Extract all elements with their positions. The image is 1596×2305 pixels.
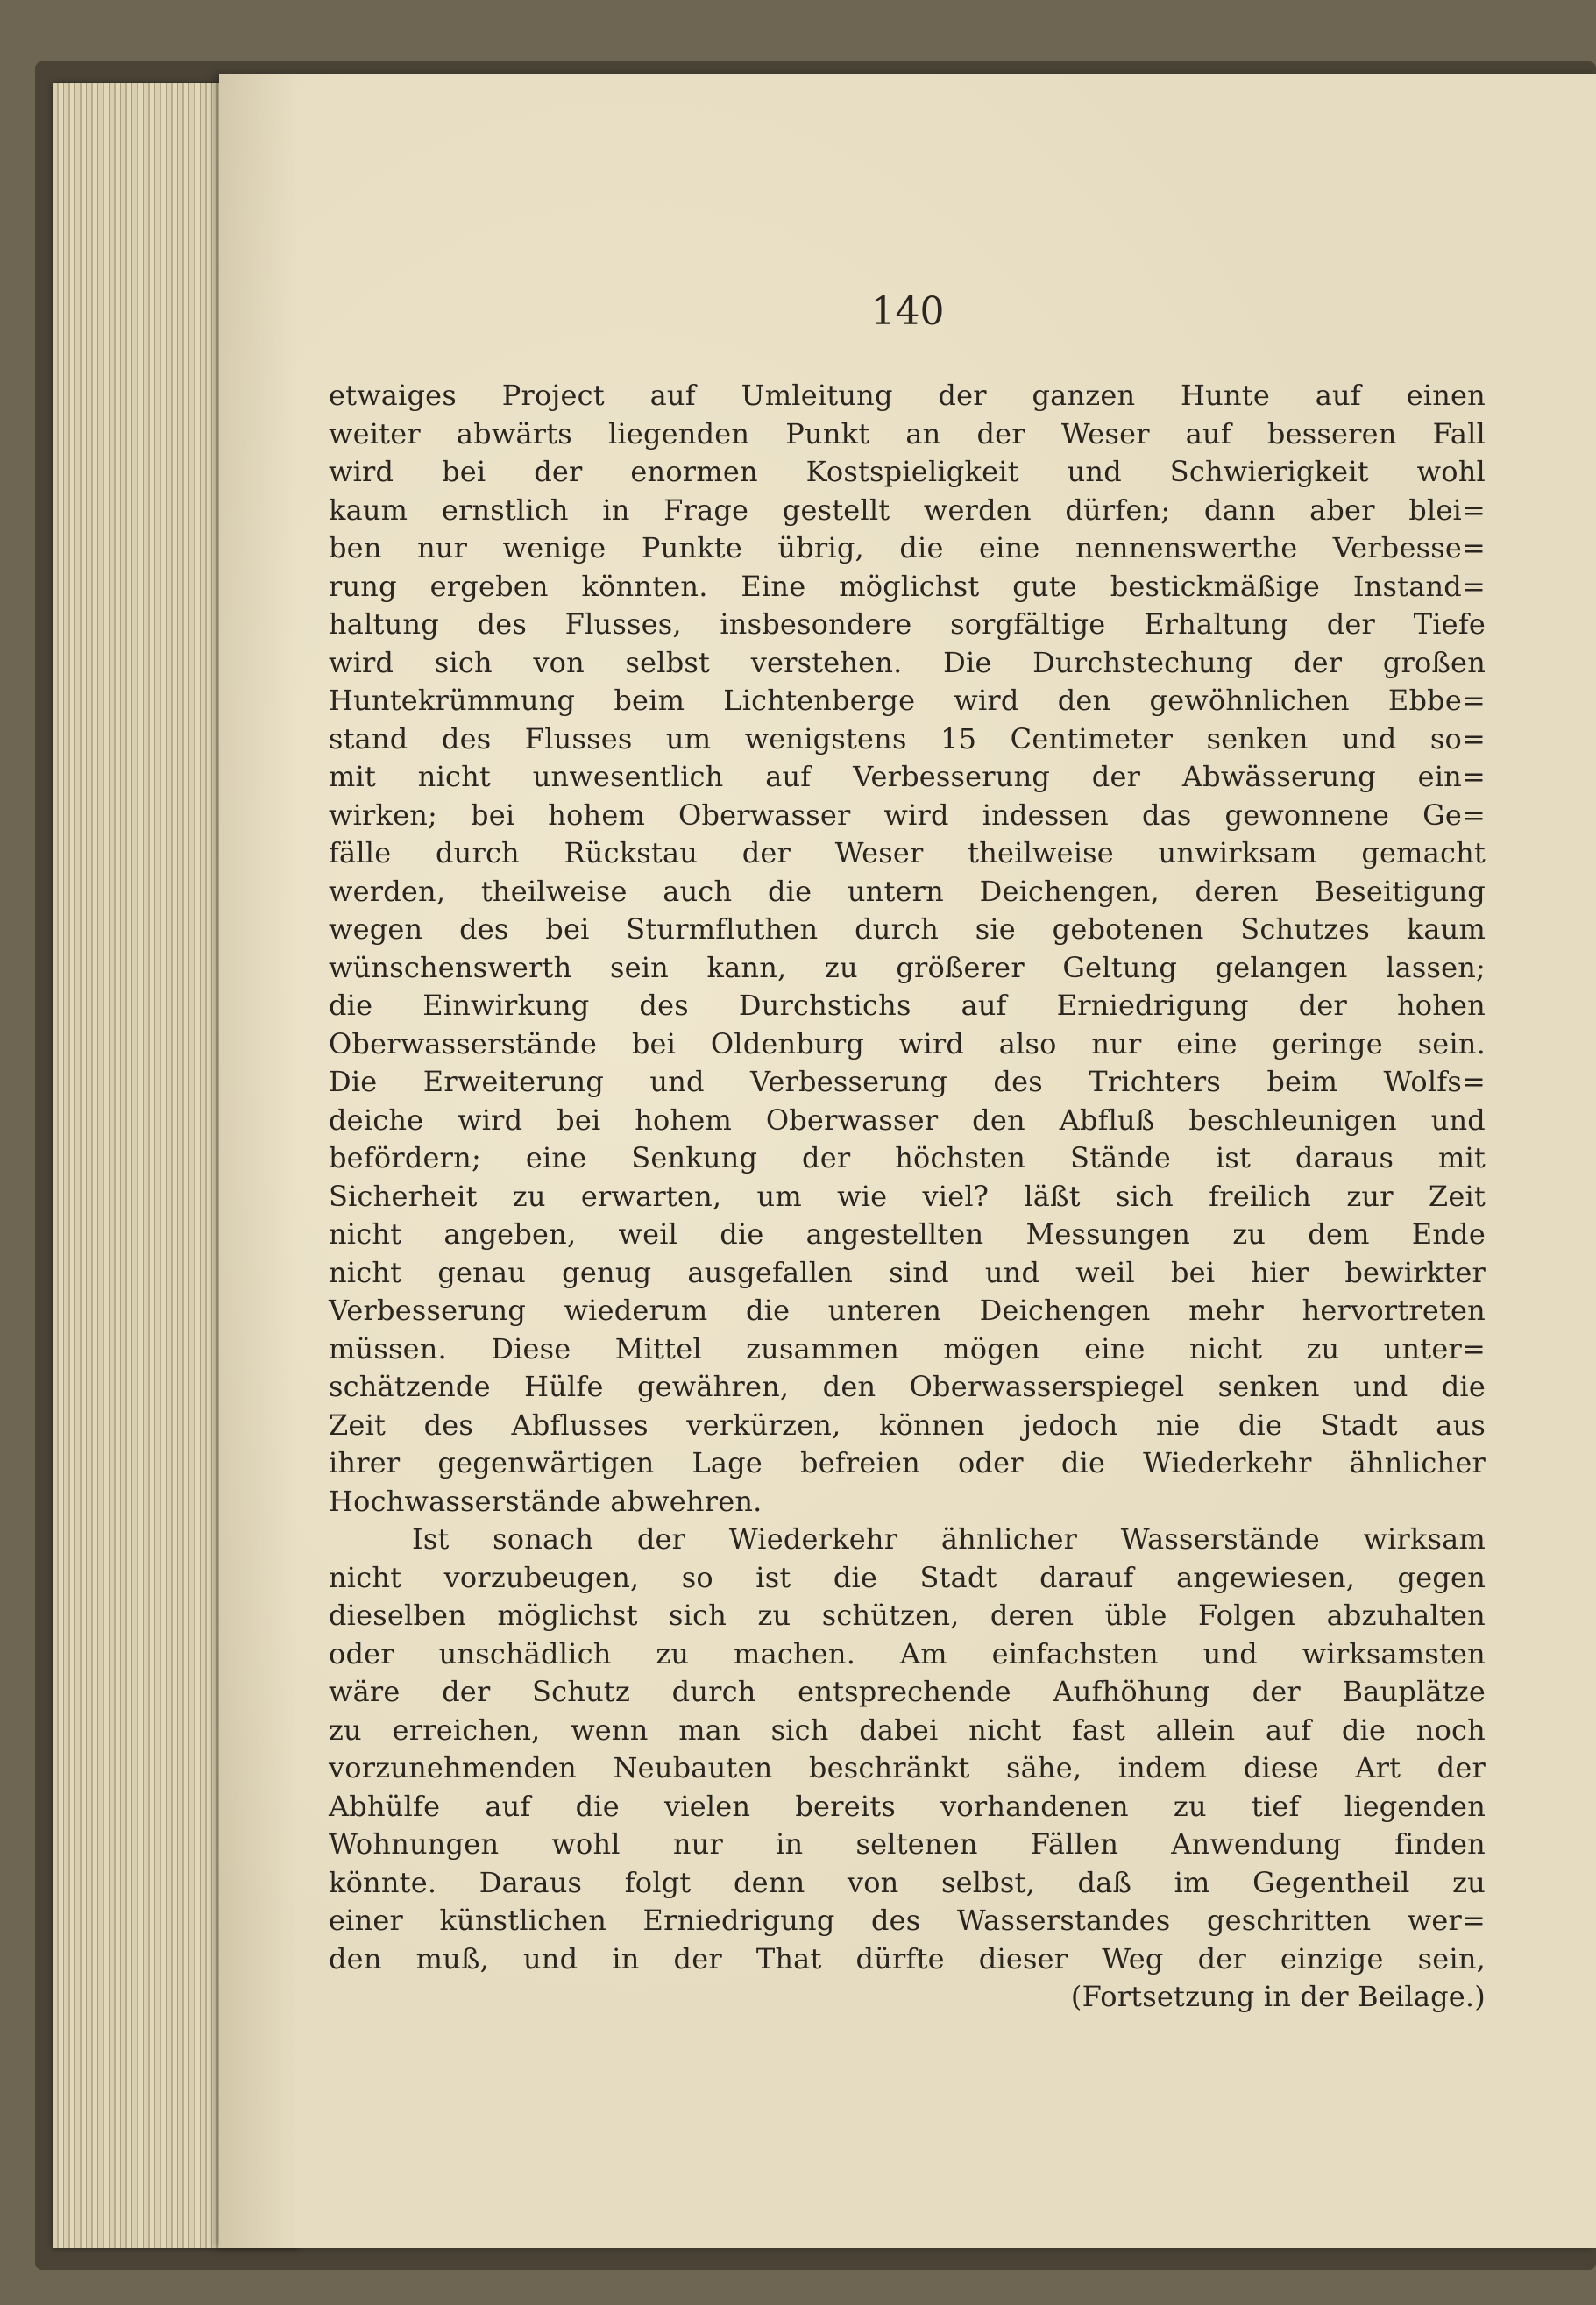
body-text (329, 377, 1486, 2017)
text-line: ben nur wenige Punkte übrig, die eine nennenswerthe Verbesse= (329, 531, 1486, 564)
text-line: dieselben möglichst sich zu schützen, deren üble Folgen abzuhalten (329, 1599, 1486, 1632)
text-line: Zeit des Abflusses verkürzen, können jedoch nie die Stadt aus (329, 1408, 1486, 1442)
text-line: stand des Flusses um wenigstens 15 Centimeter senken und so= (329, 721, 1486, 755)
text-line: wegen des bei Sturmfluthen durch sie gebotenen Schutzes kaum (329, 912, 1486, 946)
text-line: Abhülfe auf die vielen bereits vorhandenen zu tief liegenden (329, 1789, 1486, 1823)
continuation-note: (Fortsetzung in der Beilage.) (1070, 1980, 1486, 2013)
text-line: kaum ernstlich in Frage gestellt werden dürfen; dann aber blei= (329, 493, 1486, 527)
text-line: Sicherheit zu erwarten, um wie viel? läßt sich freilich zur Zeit (329, 1179, 1486, 1213)
text-line: müssen. Diese Mittel zusammen mögen eine nicht zu unter= (329, 1331, 1486, 1365)
text-line: schätzende Hülfe gewähren, den Oberwasserspiegel senken und die (329, 1370, 1486, 1403)
page-number: 140 (870, 289, 945, 334)
text-line: wünschenswerth sein kann, zu größerer Geltung gelangen lassen; (329, 950, 1486, 984)
text-line: werden, theilweise auch die untern Deichengen, deren Beseitigung (329, 874, 1486, 908)
text-line: Hochwasserstände abwehren. (329, 1484, 763, 1518)
text-line: den muß, und in der That dürfte dieser Weg der einzige sein, (329, 1941, 1486, 1975)
text-line: Verbesserung wiederum die unteren Deichengen mehr hervortreten (329, 1294, 1486, 1327)
text-line: haltung des Flusses, insbesondere sorgfältige Erhaltung der Tiefe (329, 607, 1486, 641)
text-line: befördern; eine Senkung der höchsten Stände ist daraus mit (329, 1141, 1486, 1174)
text-line: rung ergeben könnten. Eine möglichst gute bestickmäßige Instand= (329, 569, 1486, 603)
text-line: wird bei der enormen Kostspieligkeit und Schwierigkeit wohl (329, 455, 1486, 488)
text-line: Ist sonach der Wiederkehr ähnlicher Wasserstände wirksam (412, 1522, 1486, 1556)
text-line: zu erreichen, wenn man sich dabei nicht fast allein auf die noch (329, 1713, 1486, 1747)
text-line: oder unschädlich zu machen. Am einfachsten und wirksamsten (329, 1636, 1486, 1670)
text-line: deiche wird bei hohem Oberwasser den Abfluß beschleunigen und (329, 1103, 1486, 1137)
text-line: ihrer gegenwärtigen Lage befreien oder die Wiederkehr ähnlicher (329, 1446, 1486, 1479)
text-line: wäre der Schutz durch entsprechende Aufhöhung der Bauplätze (329, 1675, 1486, 1708)
text-line: nicht angeben, weil die angestellten Messungen zu dem Ende (329, 1217, 1486, 1251)
text-line: fälle durch Rückstau der Weser theilweise unwirksam gemacht (329, 836, 1486, 869)
text-line: Huntekrümmung beim Lichtenberge wird den gewöhnlichen Ebbe= (329, 684, 1486, 717)
text-line: Wohnungen wohl nur in seltenen Fällen Anwendung finden (329, 1827, 1486, 1861)
text-line: könnte. Daraus folgt denn von selbst, daß im Gegentheil zu (329, 1865, 1486, 1899)
text-line: wird sich von selbst verstehen. Die Durchstechung der großen (329, 645, 1486, 679)
text-line: einer künstlichen Erniedrigung des Wasserstandes geschritten wer= (329, 1904, 1486, 1937)
text-line: mit nicht unwesentlich auf Verbesserung der Abwässerung ein= (329, 760, 1486, 793)
text-line: wirken; bei hohem Oberwasser wird indessen das gewonnene Ge= (329, 798, 1486, 832)
text-line: die Einwirkung des Durchstichs auf Erniedrigung der hohen (329, 989, 1486, 1022)
text-line: Die Erweiterung und Verbesserung des Trichters beim Wolfs= (329, 1065, 1486, 1098)
text-line: etwaiges Project auf Umleitung der ganzen Hunte auf einen (329, 379, 1486, 412)
text-line: vorzunehmenden Neubauten beschränkt sähe, indem diese Art der (329, 1751, 1486, 1784)
text-line: Oberwasserstände bei Oldenburg wird also nur eine geringe sein. (329, 1026, 1486, 1060)
text-line: weiter abwärts liegenden Punkt an der Weser auf besseren Fall (329, 416, 1486, 450)
text-line: nicht vorzubeugen, so ist die Stadt darauf angewiesen, gegen (329, 1560, 1486, 1594)
text-line: nicht genau genug ausgefallen sind und weil bei hier bewirkter (329, 1255, 1486, 1289)
